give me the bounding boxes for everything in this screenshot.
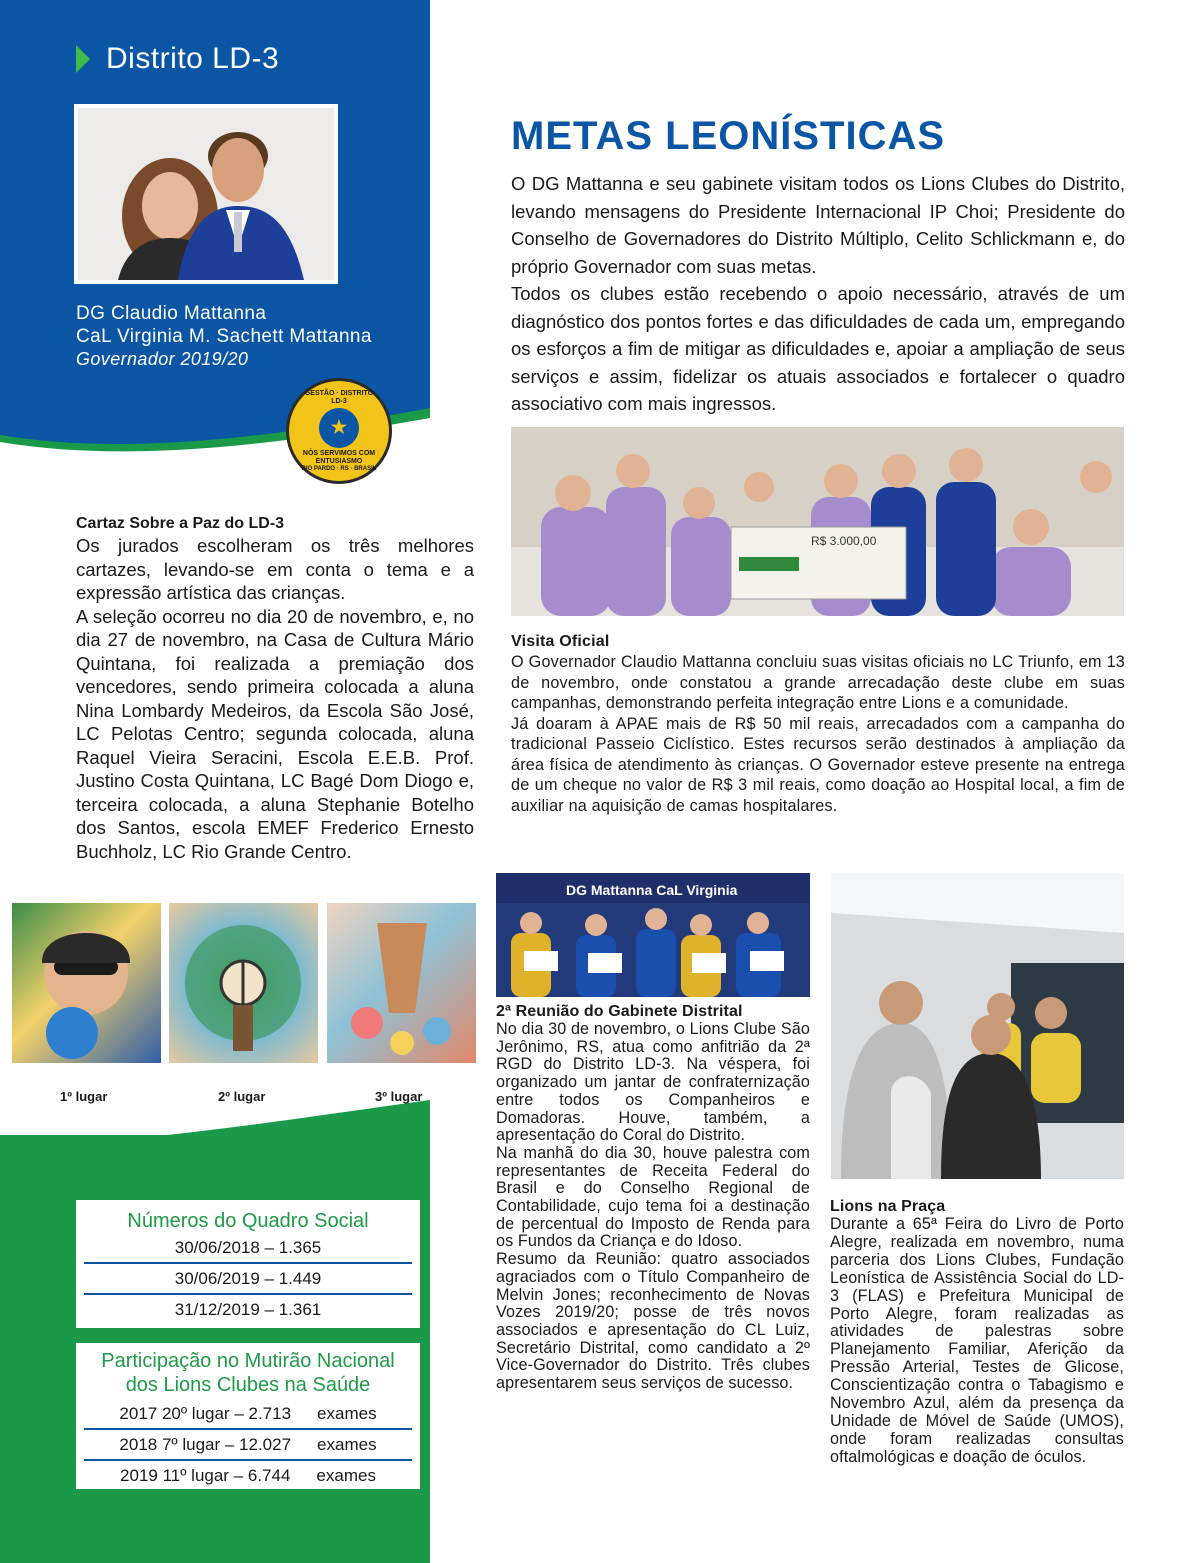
banner-text: DG Mattanna CaL Virginia xyxy=(566,882,738,898)
artwork-second-place xyxy=(169,903,318,1063)
caption-second: 2º lugar xyxy=(218,1089,266,1104)
praca-heading: Lions na Praça xyxy=(830,1198,946,1215)
page-title: METAS LEONÍSTICAS xyxy=(511,114,946,158)
caption-first: 1º lugar xyxy=(60,1089,108,1104)
praca-article: Lions na Praça Durante a 65ª Feira do Livro de Porto Alegre, realizada em novembro, numa parceria dos Lions Clubes, Fundação Leonística de Assistência Social do LD-3 (FLAS) e Prefeitura Municipal de Porto Alegre, foram realizadas as atividades de palestras sobre Planejamento Familiar, Aferição da Pressão Arterial, Testes de Glicose, Conscientização contra o Tabagismo e Novembro Azul, além da presença da Unidade de Móvel de Saúde (UMOS), onde foram realizadas consultas oftalmológicas e doação de óculos. xyxy=(830,1198,1124,1466)
mutirao-box xyxy=(76,1343,420,1489)
governor-role: Governador 2019/20 xyxy=(76,349,249,369)
cartaz-heading: Cartaz Sobre a Paz do LD-3 xyxy=(76,515,285,532)
triangle-icon xyxy=(76,45,90,73)
artwork-first-place xyxy=(12,903,161,1063)
reuniao-heading: 2ª Reunião do Gabinete Distrital xyxy=(496,1003,743,1020)
visit-photo xyxy=(511,427,1124,616)
caption-third: 3º lugar xyxy=(375,1089,423,1104)
artwork-third-place xyxy=(327,903,476,1063)
governor-names xyxy=(76,302,372,371)
lions-logo-icon: ★ xyxy=(319,408,359,448)
check-amount: R$ 3.000,00 xyxy=(811,534,877,548)
mutirao-row: 2018 7º lugar – 12.027 exames xyxy=(84,1430,412,1461)
section-title: Distrito LD-3 xyxy=(76,42,279,76)
quadro-social-title: Números do Quadro Social xyxy=(127,1210,369,1232)
spouse-name: CaL Virginia M. Sachett Mattanna xyxy=(76,326,372,347)
governor-couple-illustration xyxy=(78,108,334,280)
quadro-social-row: 30/06/2019 – 1.449 xyxy=(84,1264,412,1295)
mutirao-title: Participação no Mutirão Nacional dos Lions Clubes na Saúde xyxy=(101,1350,395,1396)
district-badge: GESTÃO · DISTRITO LD-3 ★ NÓS SERVIMOS COM ENTUSIASMO RIO PARDO · RS · BRASIL xyxy=(286,378,392,484)
visit-group-illustration xyxy=(511,427,1124,616)
meeting-photo xyxy=(496,873,810,997)
cartaz-article: Cartaz Sobre a Paz do LD-3 Os jurados escolheram os três melhores cartazes, levando-se em conta o tema e a expressão artística das crianças. A seleção ocorreu no dia 20 de novembro, e, no dia 27 de novembro, na Casa de Cultura Mário Quintana, foi realizada a premiação dos vencedores, sendo primeira colocada a aluna Nina Lombardy Medeiros, da Escola São José, LC Pelotas Centro; segunda colocada, aluna Raquel Vieira Seracini, Escola E.E.B. Prof. Justino Costa Quintana, LC Bagé Dom Diogo e, terceira colocada, a aluna Stephanie Botelho dos Santos, escola EMEF Frederico Ernesto Buchholz, LC Rio Grande Centro. xyxy=(76,515,474,862)
praca-photo xyxy=(831,873,1124,1179)
visita-article: Visita Oficial O Governador Claudio Mattanna concluiu suas visitas oficiais no LC Triunfo, em 13 de novembro, onde constatou a grande arrecadação deste clube em suas campanhas, demonstrando perfeita integração entre Lions e a comunidade. Já doaram à APAE mais de R$ 50 mil reais, arrecadados com a campanha do tradicional Passeio Ciclístico. Estes recursos serão destinados à ampliação da área física de atendimento às crianças. O Governador esteve presente na entrega de um cheque no valor de R$ 3 mil reais, como doação ao Hospital local, a fim de auxiliar na aquisição de camas hospitalares. xyxy=(511,633,1125,815)
sidebar-green-wave xyxy=(0,1100,430,1160)
intro-text: O DG Mattanna e seu gabinete visitam todos os Lions Clubes do Distrito, levando mensagens do Presidente Internacional IP Choi; Presidente do Conselho de Governadores do Distrito Múltiplo, Celito Schlickmann e, do próprio Governador com suas metas. Todos os clubes estão recebendo o apoio necessário, através de um diagnóstico dos pontos fortes e das dificuldades de cada um, empregando os esforços a fim de mitigar as dificuldades e, apoiar a ampliação de seus serviços e assim, fidelizar os atuais associados e fortalecer o quadro associativo com mais ingressos. xyxy=(511,173,1125,414)
governor-photo xyxy=(74,104,338,284)
mutirao-row: 2017 20º lugar – 2.713 exames xyxy=(84,1399,412,1430)
quadro-social-box xyxy=(76,1200,420,1328)
governor-name: DG Claudio Mattanna xyxy=(76,303,267,324)
mutirao-row: 2019 11º lugar – 6.744 exames xyxy=(120,1466,376,1485)
quadro-social-row: 30/06/2018 – 1.365 xyxy=(84,1233,412,1264)
reuniao-article: 2ª Reunião do Gabinete Distrital No dia 30 de novembro, o Lions Clube São Jerônimo, RS, atua como anfitrião da 2ª RGD do Distrito LD-3. Na véspera, foi organizado um jantar de confraternização entre todos os Companheiros e Domadoras. Houve, também, a apresentação do Coral do Distrito. Na manhã do dia 30, houve palestra com representantes de Receita Federal do Brasil e do Conselho Regional de Contabilidade, cujo tema foi a destinação de percentual do Imposto de Renda para os Fundos da Criança e do Idoso. Resumo da Reunião: quatro associados agraciados com o Título Companheiro de Melvin Jones; reconhecimento de Novas Vozes 2019/20; posse de três novos associados e apresentação do CL Luiz, Secretário Distrital, como candidato a 2º Vice-Governador do Distrito. Três clubes apresentarem seus serviços de sucesso. xyxy=(496,1003,810,1393)
quadro-social-row: 31/12/2019 – 1.361 xyxy=(174,1300,322,1319)
visita-heading: Visita Oficial xyxy=(511,633,610,650)
